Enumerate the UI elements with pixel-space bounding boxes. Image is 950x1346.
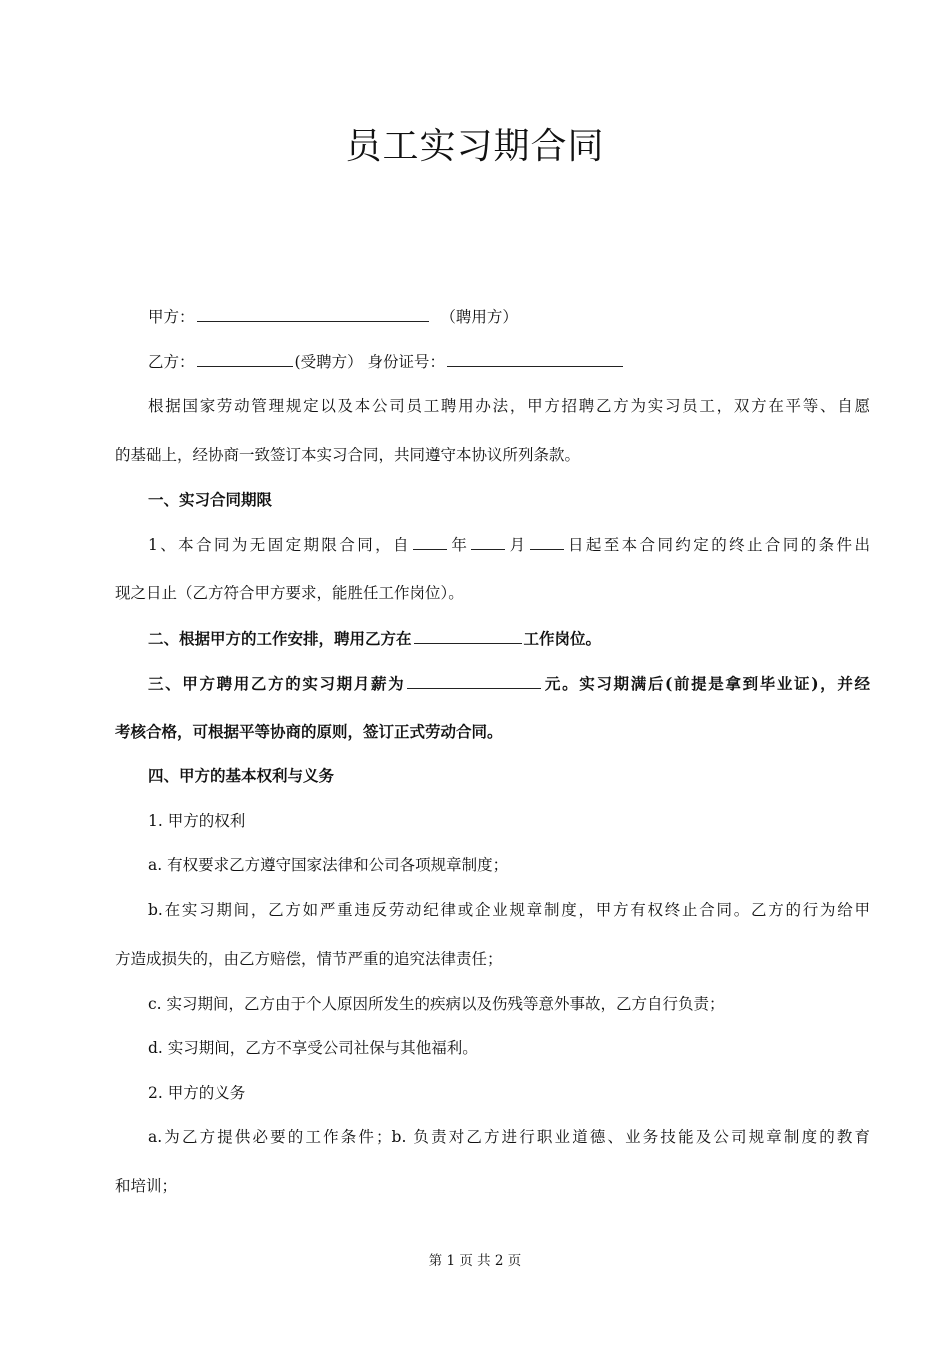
party-b-suffix: (受聘方）	[294, 353, 363, 371]
section-2	[115, 627, 870, 650]
section-4-heading: 四、甲方的基本权利与义务	[148, 766, 335, 785]
day-blank	[530, 533, 564, 550]
party-b-blank	[197, 350, 293, 367]
section-1-item-1	[115, 533, 870, 556]
party-a-label: 甲方：	[148, 308, 195, 326]
rights-heading: 1. 甲方的权利	[148, 812, 246, 830]
salary-blank	[407, 672, 541, 689]
item-1-text-a: 1、本合同为无固定期限合同，自	[148, 536, 411, 554]
right-b-line-1: b.在实习期间，乙方如严重违反劳动纪律或企业规章制度，甲方有权终止合同。乙方的行为给甲	[148, 901, 870, 919]
id-number-label: 身份证号：	[367, 353, 446, 371]
duty-line-1: a.为乙方提供必要的工作条件；b. 负责对乙方进行职业道德、业务技能及公司规章制度的教育	[148, 1128, 870, 1146]
month-blank	[471, 533, 505, 550]
section-3-line-2: 考核合格，可根据平等协商的原则，签订正式劳动合同。	[115, 722, 503, 741]
right-a: a. 有权要求乙方遵守国家法律和公司各项规章制度；	[148, 856, 509, 874]
right-d: d. 实习期间，乙方不享受公司社保与其他福利。	[148, 1039, 478, 1057]
year-label: 年	[448, 536, 470, 554]
party-b-line	[115, 350, 870, 373]
section-3-text-b: 元。实习期满后(前提是拿到毕业证)，并经	[543, 674, 870, 693]
document-title: 员工实习期合同	[345, 126, 605, 167]
position-blank	[414, 627, 522, 644]
page-footer: 第 1 页 共 2 页	[428, 1253, 522, 1269]
item-1-text-b: 日起至本合同约定的终止合同的条件出	[565, 536, 870, 554]
id-number-blank	[447, 350, 623, 367]
section-1-item-1-line-2: 现之日止（乙方符合甲方要求，能胜任工作岗位）。	[115, 584, 464, 602]
section-3-text-a: 三、甲方聘用乙方的实习期月薪为	[148, 674, 406, 693]
party-a-blank	[197, 305, 429, 322]
duties-heading: 2. 甲方的义务	[148, 1084, 246, 1102]
party-a-line	[115, 305, 870, 328]
intro-line-1: 根据国家劳动管理规定以及本公司员工聘用办法，甲方招聘乙方为实习员工，双方在平等、自愿	[148, 397, 870, 415]
party-a-suffix: （聘用方）	[440, 308, 518, 326]
party-b-label: 乙方：	[148, 353, 195, 371]
right-c: c. 实习期间，乙方由于个人原因所发生的疾病以及伤残等意外事故，乙方自行负责；	[148, 995, 725, 1013]
section-1-heading: 一、实习合同期限	[148, 490, 273, 509]
section-3-line-1	[115, 672, 870, 695]
right-b-line-2: 方造成损失的，由乙方赔偿，情节严重的追究法律责任；	[115, 950, 503, 968]
intro-line-2: 的基础上，经协商一致签订本实习合同，共同遵守本协议所列条款。	[115, 446, 581, 464]
year-blank	[413, 533, 447, 550]
section-2-text-a: 二、根据甲方的工作安排，聘用乙方在	[148, 629, 412, 648]
duty-line-2: 和培训；	[115, 1177, 178, 1195]
section-2-text-b: 工作岗位。	[523, 629, 602, 648]
month-label: 月	[507, 536, 528, 554]
